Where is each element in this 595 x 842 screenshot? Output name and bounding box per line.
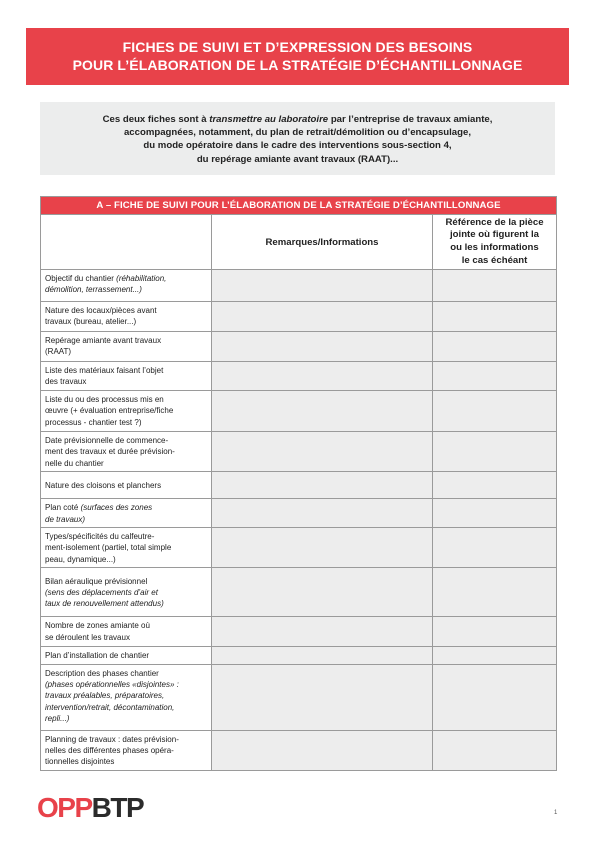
- table-row: [41, 432, 557, 472]
- row-label: Date prévisionnelle de commence- ment des travaux et durée prévision- nelle du chantier: [41, 432, 212, 472]
- table-row: [41, 664, 557, 730]
- table-row: [41, 528, 557, 568]
- remarks-cell[interactable]: [212, 568, 433, 617]
- title-line-2: POUR L’ÉLABORATION DE LA STRATÉGIE D’ÉCHANTILLONNAGE: [72, 57, 523, 73]
- tracking-form-table: [40, 196, 557, 771]
- intro-line-2: accompagnées, notamment, du plan de retrait/démolition ou d’encapsulage,: [123, 127, 472, 139]
- remarks-cell[interactable]: [212, 432, 433, 472]
- row-label: Nature des cloisons et planchers: [41, 472, 212, 499]
- intro-line-3: du mode opératoire dans le cadre des interventions sous-section 4,: [143, 140, 452, 152]
- row-label: Liste du ou des processus mis en œuvre (+ évaluation entreprise/fiche processus - chantier test ?): [41, 391, 212, 432]
- table-row: [41, 362, 557, 391]
- reference-cell[interactable]: [433, 664, 557, 730]
- remarks-cell[interactable]: [212, 332, 433, 362]
- row-label: Planning de travaux : dates prévision- nelles des différentes phases opéra- tionnelles disjointes: [41, 730, 212, 770]
- reference-cell[interactable]: [433, 528, 557, 568]
- remarks-cell[interactable]: [212, 664, 433, 730]
- row-label: Repérage amiante avant travaux (RAAT): [41, 332, 212, 362]
- table-row: [41, 617, 557, 647]
- row-label: Nombre de zones amiante où se déroulent les travaux: [41, 617, 212, 647]
- logo-opp: OPP: [37, 792, 92, 823]
- row-label: Plan coté (surfaces des zones de travaux): [41, 499, 212, 528]
- intro-text: Ces deux fiches sont à: [102, 114, 210, 125]
- remarks-cell[interactable]: [212, 362, 433, 391]
- row-label: Objectif du chantier (réhabilitation, démolition, terrassement...): [41, 270, 212, 302]
- remarks-cell[interactable]: [212, 302, 433, 332]
- remarks-cell[interactable]: [212, 472, 433, 499]
- header-remarks: Remarques/Informations: [212, 215, 433, 270]
- reference-cell[interactable]: [433, 617, 557, 647]
- row-label: Nature des locaux/pièces avant travaux (bureau, atelier...): [41, 302, 212, 332]
- intro-emphasis: transmettre au laboratoire: [209, 114, 329, 125]
- reference-cell[interactable]: [433, 647, 557, 664]
- remarks-cell[interactable]: [212, 391, 433, 432]
- reference-cell[interactable]: [433, 362, 557, 391]
- title-banner: [26, 28, 569, 85]
- table-row: [41, 499, 557, 528]
- intro-line-4: du repérage amiante avant travaux (RAAT)...: [196, 153, 399, 165]
- remarks-cell[interactable]: [212, 528, 433, 568]
- row-label: Types/spécificités du calfeutre- ment-isolement (partiel, total simple peau, dynamique...): [41, 528, 212, 568]
- header-reference: [433, 215, 557, 270]
- row-label: Liste des matériaux faisant l’objet des travaux: [41, 362, 212, 391]
- logo-btp: BTP: [91, 792, 144, 823]
- row-label: Bilan aéraulique prévisionnel (sens des déplacements d’air et taux de renouvellement attendus): [41, 568, 212, 617]
- remarks-cell[interactable]: [212, 617, 433, 647]
- table-title: A – FICHE DE SUIVI POUR L’ÉLABORATION DE LA STRATÉGIE D’ÉCHANTILLONNAGE: [41, 197, 557, 215]
- intro-box: [40, 102, 555, 175]
- reference-cell[interactable]: [433, 499, 557, 528]
- remarks-cell[interactable]: [212, 270, 433, 302]
- table-row: [41, 730, 557, 770]
- header-reference-line: ou les informations: [450, 242, 539, 253]
- header-reference-line: jointe où figurent la: [450, 229, 540, 241]
- row-label: Description des phases chantier (phases opérationnelles «disjointes» : travaux préalables, préparatoires, intervention/retrait, décontamination, repli...): [41, 664, 212, 730]
- reference-cell[interactable]: [433, 568, 557, 617]
- header-empty-cell: [41, 215, 212, 270]
- intro-text: par l’entreprise de travaux amiante,: [328, 114, 493, 125]
- table-row: [41, 472, 557, 499]
- remarks-cell[interactable]: [212, 499, 433, 528]
- reference-cell[interactable]: [433, 730, 557, 770]
- table-row: [41, 270, 557, 302]
- header-reference-line: Référence de la pièce: [445, 216, 544, 228]
- reference-cell[interactable]: [433, 432, 557, 472]
- intro-line-1: [40, 113, 555, 126]
- table-row: [41, 647, 557, 664]
- remarks-cell[interactable]: [212, 647, 433, 664]
- reference-cell[interactable]: [433, 270, 557, 302]
- title-line-1: FICHES DE SUIVI ET D’EXPRESSION DES BESOINS: [122, 39, 473, 55]
- table-row: [41, 302, 557, 332]
- oppbtp-logo: [37, 793, 143, 823]
- table-row: [41, 332, 557, 362]
- reference-cell[interactable]: [433, 302, 557, 332]
- reference-cell[interactable]: [433, 332, 557, 362]
- page-number: 1: [554, 810, 558, 816]
- row-label: Plan d’installation de chantier: [41, 647, 212, 664]
- table-row: [41, 391, 557, 432]
- remarks-cell[interactable]: [212, 730, 433, 770]
- header-reference-line: le cas échéant: [461, 254, 528, 266]
- reference-cell[interactable]: [433, 472, 557, 499]
- reference-cell[interactable]: [433, 391, 557, 432]
- table-row: [41, 568, 557, 617]
